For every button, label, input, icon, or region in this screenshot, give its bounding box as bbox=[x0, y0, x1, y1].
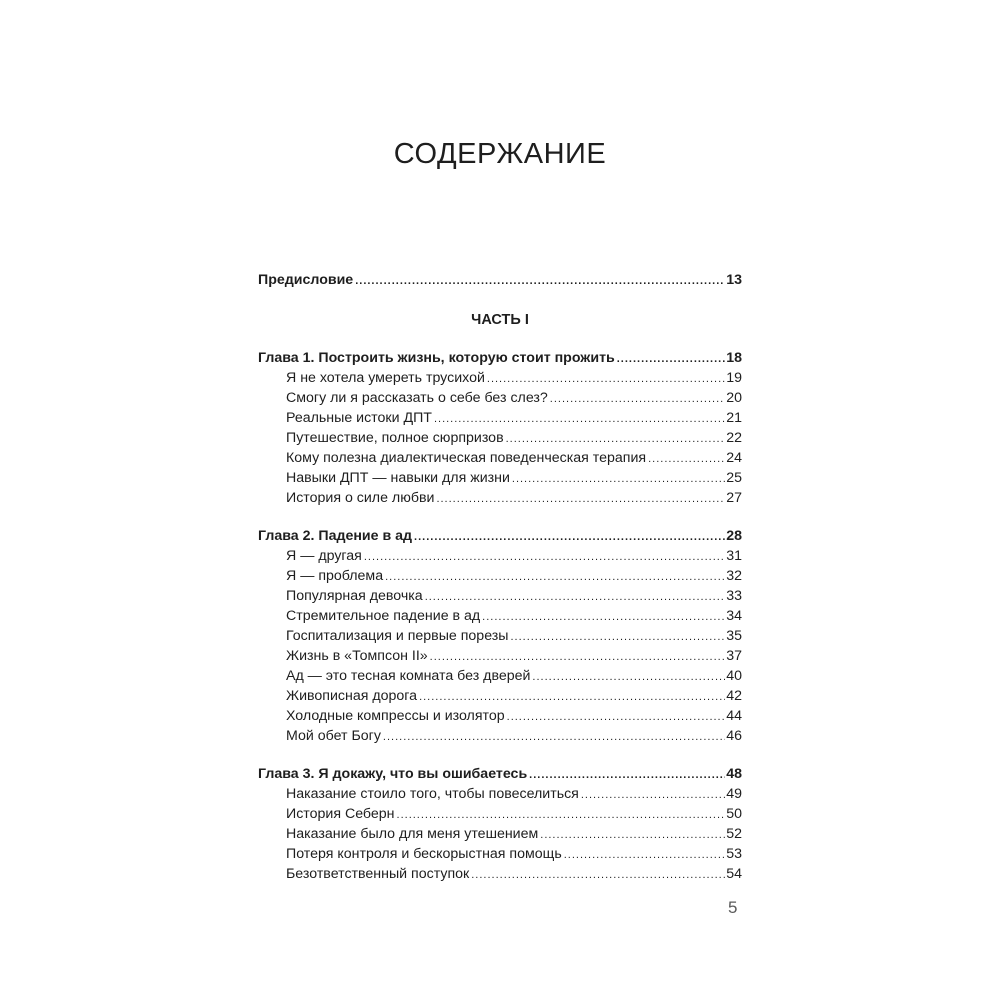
dot-leader bbox=[482, 607, 725, 627]
page-number: 5 bbox=[728, 898, 738, 917]
chapter-spacer bbox=[258, 508, 742, 526]
toc-entry-page: 28 bbox=[726, 528, 742, 544]
toc-entry-label: Потеря контроля и бескорыстная помощь bbox=[286, 846, 562, 862]
toc-section[interactable] bbox=[258, 368, 742, 388]
dot-leader bbox=[425, 587, 726, 607]
dot-leader bbox=[529, 765, 725, 785]
toc-entry-page: 46 bbox=[726, 728, 742, 744]
toc-section[interactable] bbox=[258, 706, 742, 726]
dot-leader bbox=[648, 449, 725, 469]
toc-entry-page: 18 bbox=[726, 350, 742, 366]
toc-section[interactable] bbox=[258, 626, 742, 646]
dot-leader bbox=[414, 527, 725, 547]
toc-section[interactable] bbox=[258, 488, 742, 508]
toc-entry-page: 50 bbox=[726, 806, 742, 822]
toc-entry-label: Навыки ДПТ — навыки для жизни bbox=[286, 470, 510, 486]
toc-section[interactable] bbox=[258, 864, 742, 884]
toc-entry-label: Ад — это тесная комната без дверей bbox=[286, 668, 531, 684]
dot-leader bbox=[617, 349, 725, 369]
chapter-spacer bbox=[258, 746, 742, 764]
toc-entry-page: 37 bbox=[726, 648, 742, 664]
toc-section[interactable] bbox=[258, 726, 742, 746]
toc-entry-label: Жизнь в «Томпсон II» bbox=[286, 648, 428, 664]
toc-entry-page: 52 bbox=[726, 826, 742, 842]
toc-entry-page: 40 bbox=[726, 668, 742, 684]
toc-chapter-2[interactable] bbox=[258, 526, 742, 546]
toc-section[interactable] bbox=[258, 546, 742, 566]
toc-section[interactable] bbox=[258, 606, 742, 626]
toc-entry-label: Я не хотела умереть трусихой bbox=[286, 370, 485, 386]
toc-entry-page: 34 bbox=[726, 608, 742, 624]
toc-entry-label: Безответственный поступок bbox=[286, 866, 470, 882]
toc-entry-label: Глава 2. Падение в ад bbox=[258, 528, 413, 544]
toc-entry-label: Глава 1. Построить жизнь, которую стоит прожить bbox=[258, 350, 615, 366]
toc-entry-preface[interactable] bbox=[258, 270, 742, 290]
dot-leader bbox=[436, 489, 725, 509]
dot-leader bbox=[532, 667, 725, 687]
toc-section[interactable] bbox=[258, 824, 742, 844]
toc-entry-page: 25 bbox=[726, 470, 742, 486]
toc-entry-label: Госпитализация и первые порезы bbox=[286, 628, 509, 644]
toc-entry-page: 19 bbox=[726, 370, 742, 386]
toc-entry-page: 22 bbox=[726, 430, 742, 446]
toc-entry-page: 49 bbox=[726, 786, 742, 802]
page-title: СОДЕРЖАНИЕ bbox=[393, 138, 607, 170]
toc-section[interactable] bbox=[258, 428, 742, 448]
dot-leader bbox=[471, 865, 725, 885]
dot-leader bbox=[581, 785, 725, 805]
dot-leader bbox=[564, 845, 726, 865]
toc-entry-page: 33 bbox=[726, 588, 742, 604]
toc-entry-label: Глава 3. Я докажу, что вы ошибаетесь bbox=[258, 766, 528, 782]
dot-leader bbox=[540, 825, 725, 845]
toc-entry-label: Смогу ли я рассказать о себе без слез? bbox=[286, 390, 548, 406]
toc-entry-label: Мой обет Богу bbox=[286, 728, 381, 744]
toc-entry-label: История Себерн bbox=[286, 806, 395, 822]
toc-entry-label: Холодные компрессы и изолятор bbox=[286, 708, 505, 724]
toc-entry-page: 13 bbox=[726, 272, 742, 288]
toc-section[interactable] bbox=[258, 388, 742, 408]
dot-leader bbox=[507, 707, 726, 727]
toc-entry-page: 27 bbox=[726, 490, 742, 506]
toc-entry-page: 42 bbox=[726, 688, 742, 704]
toc-entry-page: 24 bbox=[726, 450, 742, 466]
dot-leader bbox=[397, 805, 726, 825]
toc-entry-page: 54 bbox=[726, 866, 742, 882]
dot-leader bbox=[550, 389, 725, 409]
dot-leader bbox=[355, 271, 725, 291]
toc-entry-label: Наказание стоило того, чтобы повеселиться bbox=[286, 786, 579, 802]
toc-section[interactable] bbox=[258, 686, 742, 706]
toc-entry-page: 21 bbox=[726, 410, 742, 426]
dot-leader bbox=[510, 627, 725, 647]
part-heading: ЧАСТЬ I bbox=[471, 312, 529, 328]
toc-entry-label: Предисловие bbox=[258, 272, 354, 288]
toc-section[interactable] bbox=[258, 408, 742, 428]
toc-entry-label: Путешествие, полное сюрпризов bbox=[286, 430, 504, 446]
toc-section[interactable] bbox=[258, 666, 742, 686]
toc-entry-page: 31 bbox=[726, 548, 742, 564]
toc-entry-label: Реальные истоки ДПТ bbox=[286, 410, 432, 426]
dot-leader bbox=[506, 429, 726, 449]
toc-section[interactable] bbox=[258, 586, 742, 606]
dot-leader bbox=[512, 469, 725, 489]
toc-entry-label: Наказание было для меня утешением bbox=[286, 826, 539, 842]
toc-entry-label: История о силе любви bbox=[286, 490, 435, 506]
toc-section[interactable] bbox=[258, 468, 742, 488]
dot-leader bbox=[430, 647, 726, 667]
toc-entry-label: Я — другая bbox=[286, 548, 362, 564]
toc-entry-page: 48 bbox=[726, 766, 742, 782]
toc-entry-label: Я — проблема bbox=[286, 568, 384, 584]
dot-leader bbox=[487, 369, 725, 389]
dot-leader bbox=[364, 547, 725, 567]
toc-entry-label: Популярная девочка bbox=[286, 588, 423, 604]
toc-chapter-3[interactable] bbox=[258, 764, 742, 784]
toc-section[interactable] bbox=[258, 784, 742, 804]
dot-leader bbox=[434, 409, 725, 429]
toc-entry-label: Живописная дорога bbox=[286, 688, 418, 704]
toc-entry-page: 53 bbox=[726, 846, 742, 862]
dot-leader bbox=[383, 727, 725, 747]
toc-entry-page: 32 bbox=[726, 568, 742, 584]
toc-entry-page: 35 bbox=[726, 628, 742, 644]
dot-leader bbox=[419, 687, 725, 707]
toc-section[interactable] bbox=[258, 448, 742, 468]
table-of-contents bbox=[258, 270, 742, 884]
toc-section[interactable] bbox=[258, 646, 742, 666]
toc-chapter-1[interactable] bbox=[258, 348, 742, 368]
toc-entry-label: Кому полезна диалектическая поведенческая терапия bbox=[286, 450, 647, 466]
toc-entry-page: 20 bbox=[726, 390, 742, 406]
toc-entry-page: 44 bbox=[726, 708, 742, 724]
toc-entry-label: Стремительное падение в ад bbox=[286, 608, 481, 624]
dot-leader bbox=[385, 567, 725, 587]
toc-section[interactable] bbox=[258, 804, 742, 824]
toc-section[interactable] bbox=[258, 566, 742, 586]
toc-section[interactable] bbox=[258, 844, 742, 864]
